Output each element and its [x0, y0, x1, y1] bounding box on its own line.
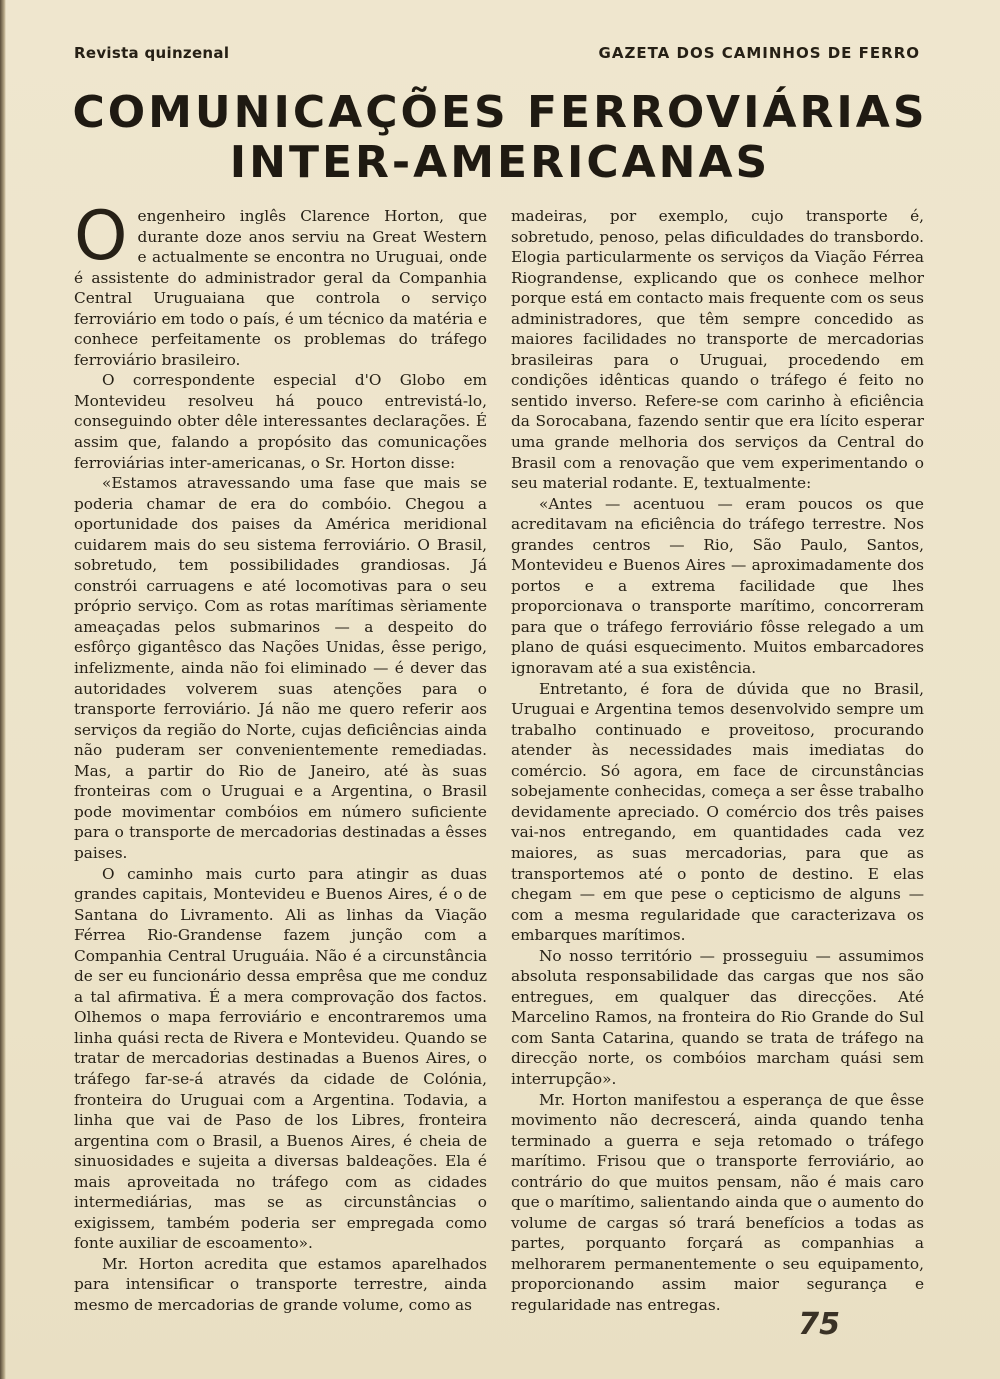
paragraph: Oengenheiro inglês Clarence Horton, que durante doze anos serviu na Great Western e actualmente se encontra no Uruguai, onde é assistente do administrador geral da Companhia Central Uruguaiana que controla o serviço ferroviário em todo o país, é um técnico da matéria e conhece perfeitamente os problemas do tráfego ferroviário brasileiro. [74, 197, 487, 369]
header-publication-frequency: Revista quinzenal [74, 44, 230, 62]
paragraph: Entretanto, é fora de dúvida que no Brasil, Uruguai e Argentina temos desenvolvido sempre um trabalho continuado e proveitoso, procurando atender às necessidades mais imediatas do comércio. Só agora, em face de circunstâncias sobejamente conhecidas, começa a ser êsse trabalho devidamente apreciado. O comércio dos três paises vai-nos entregando, em quantidades cada vez maiores, as suas mercadorias, para que as transportemos até o ponto de destino. E elas chegam — em que pese o cepticismo de alguns — com a mesma regularidade que caracterizava os embarques marítimos. [511, 679, 924, 945]
page-edge-shadow [0, 0, 6, 1379]
paragraph: madeiras, por exemplo, cujo transporte é, sobretudo, penoso, pelas dificuldades do transbordo. Elogia particularmente os serviços da Viação Férrea Riograndense, explicando que os conhece melhor porque está em contacto mais frequente com os seus administradores, que têm sempre concedido as maiores facilidades no transporte de mercadorias brasileiras para o Uruguai, procedendo em condições idênticas quando o tráfego é feito no sentido inverso. Refere-se com carinho à eficiência da Sorocabana, fazendo sentir que era lícito esperar uma grande melhoria dos serviços da Central do Brasil com a renovação que vem experimentando o seu material rodante. E, textualmente: [511, 207, 924, 493]
paragraph: «Antes — acentuou — eram poucos os que acreditavam na eficiência do tráfego terrestre. Nos grandes centros — Rio, São Paulo, Santos, Montevideu e Buenos Aires — aproximadamente dos portos e a extrema facilidade que lhes proporcionava o transporte marítimo, concorreram para que o tráfego ferroviário fôsse relegado a um plano de quási esquecimento. Muitos embarcadores ignoravam até a sua existência. [511, 494, 924, 678]
paragraph: O caminho mais curto para atingir as duas grandes capitais, Montevideu e Buenos Aires, é o de Santana do Livramento. Ali as linhas da Viação Férrea Rio-Grandense fazem junção com a Companhia Central Uruguáia. Não é a circunstância de ser eu funcionário dessa emprêsa que me conduz a tal afirmativa. É a mera comprovação dos factos. Olhemos o mapa ferroviário e encontraremos uma linha quási recta de Rivera e Montevideu. Quando se tratar de mercadorias destinadas a Buenos Aires, o tráfego far-se-á através da cidade de Colónia, fronteira do Uruguai com a Argentina. Todavia, a linha que vai de Paso de los Libres, fronteira argentina com o Brasil, a Buenos Aires, é cheia de sinuosidades e sujeita a diversas baldeações. Ela é mais aproveitada no tráfego com as cidades intermediárias, mas se as circunstâncias o exigissem, também poderia ser empregada como fonte auxiliar de escoamento». [74, 864, 487, 1253]
paragraph: O correspondente especial d'O Globo em Montevideu resolveu há pouco entrevistá-lo, conseguindo obter dêle interessantes declarações. É assim que, falando a propósito das comunicações ferroviárias inter-americanas, o Sr. Horton disse: [74, 371, 487, 472]
header-publication-name: GAZETA DOS CAMINHOS DE FERRO [598, 44, 920, 62]
paragraph: No nosso território — prosseguiu — assumimos absoluta responsabilidade das cargas que nos são entregues, em qualquer das direcções. Até Marcelino Ramos, na fronteira do Rio Grande do Sul com Santa Catarina, quando se trata de tráfego na direcção norte, os combóios marcham quási sem interrupção». [511, 946, 924, 1088]
article-column-right [511, 206, 924, 1316]
article-title [60, 88, 940, 188]
drop-cap: O [74, 197, 128, 276]
page-number: 75 [798, 1307, 840, 1342]
paragraph: Mr. Horton manifestou a esperança de que êsse movimento não decrescerá, ainda quando tenha terminado a guerra e seja retomado o tráfego marítimo. Frisou que o transporte ferroviário, ao contrário do que muitos pensam, não é mais caro que o marítimo, salientando ainda que o aumento do volume de cargas só trará benefícios a todas as partes, porquanto forçará as companhias a melhorarem permanentemente o seu equipamento, proporcionando assim maior segurança e regularidade nas entregas. [511, 1090, 924, 1314]
article-column-left [74, 197, 487, 1316]
article-title-line-1: COMUNICAÇÕES FERROVIÁRIAS [72, 87, 928, 138]
paragraph: Mr. Horton acredita que estamos aparelhados para intensificar o transporte terrestre, ainda mesmo de mercadorias de grande volume, como as [74, 1254, 487, 1314]
paragraph: «Estamos atravessando uma fase que mais se poderia chamar de era do combóio. Chegou a oportunidade dos paises da América meridional cuidarem mais do seu sistema ferroviário. O Brasil, sobretudo, tem possibilidades grandiosas. Já constrói carruagens e até locomotivas para o seu próprio serviço. Com as rotas marítimas sèriamente ameaçadas pelos submarinos — a despeito do esfôrço gigantêsco das Nações Unidas, êsse perigo, infelizmente, ainda não foi eliminado — é dever das autoridades volverem suas atenções para o transporte ferroviário. Já não me quero referir aos serviços da região do Norte, cujas deficiências ainda não puderam ser convenientemente remediadas. Mas, a partir do Rio de Janeiro, até às suas fronteiras com o Uruguai e a Argentina, o Brasil pode movimentar combóios em número suficiente para o transporte de mercadorias destinadas a êsses paises. [74, 474, 487, 862]
article-title-line-2: INTER-AMERICANAS [229, 137, 771, 188]
